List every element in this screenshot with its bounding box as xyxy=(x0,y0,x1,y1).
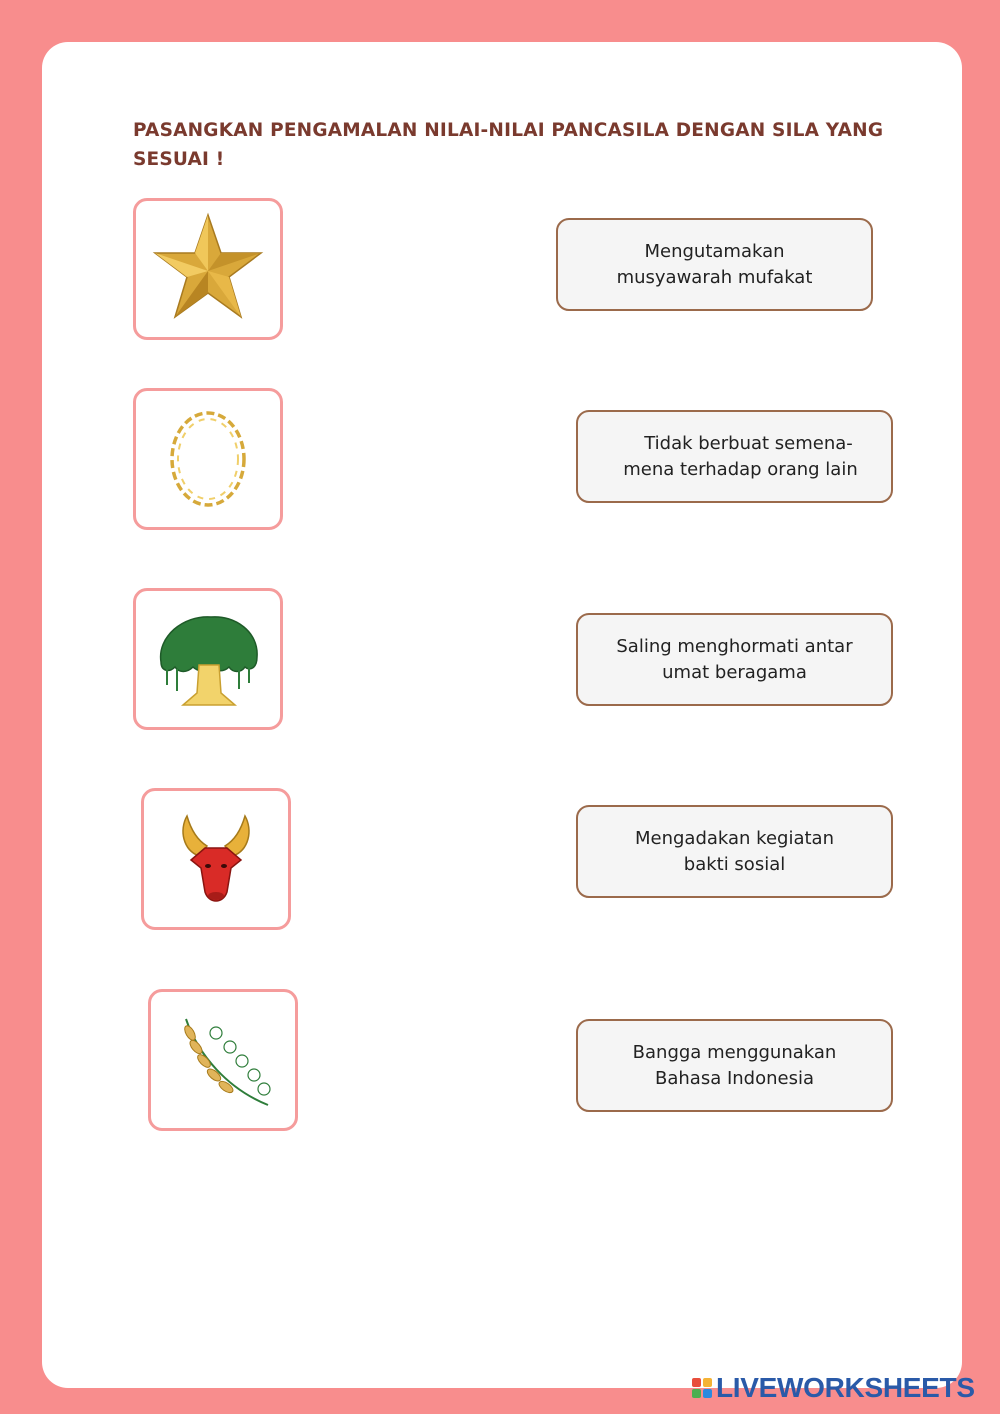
answer-box-musyawarah[interactable] xyxy=(556,218,873,311)
instruction-title-line2: SESUAI ! xyxy=(133,149,225,170)
symbol-card-star[interactable] xyxy=(133,198,283,340)
answer-line: Tidak berbuat semena- xyxy=(644,432,853,454)
answer-line: bakti sosial xyxy=(683,853,786,875)
answer-line: musyawarah mufakat xyxy=(616,266,813,288)
answer-line: Saling menghormati antar xyxy=(616,635,853,657)
answer-line: Bangga menggunakan xyxy=(632,1041,837,1063)
liveworksheets-logo xyxy=(692,1373,975,1403)
symbol-card-rice-cotton[interactable] xyxy=(148,989,298,1131)
chain-icon xyxy=(158,404,258,514)
answer-line: Mengutamakan xyxy=(644,240,785,262)
liveworksheets-mark-icon xyxy=(692,1378,712,1398)
answer-box-beragama[interactable] xyxy=(576,613,893,706)
answer-line: Mengadakan kegiatan xyxy=(634,827,834,849)
star-icon xyxy=(148,209,268,329)
answer-line: mena terhadap orang lain xyxy=(623,458,858,480)
symbol-card-banyan-tree[interactable] xyxy=(133,588,283,730)
answer-box-bakti-sosial[interactable] xyxy=(576,805,893,898)
symbol-card-chain[interactable] xyxy=(133,388,283,530)
answer-line: Bahasa Indonesia xyxy=(655,1067,814,1089)
answer-box-semena-mena[interactable] xyxy=(576,410,893,503)
rice-cotton-icon xyxy=(168,1005,278,1115)
instruction-title-line1: PASANGKAN PENGAMALAN NILAI-NILAI PANCASILA DENGAN SILA YANG xyxy=(133,120,884,141)
answer-box-bahasa-indonesia[interactable] xyxy=(576,1019,893,1112)
brand-text: LIVEWORKSHEETS xyxy=(716,1372,975,1403)
banyan-tree-icon xyxy=(153,607,263,712)
instruction-title xyxy=(133,116,893,174)
bull-head-icon xyxy=(161,804,271,914)
symbol-card-bull-head[interactable] xyxy=(141,788,291,930)
answer-line: umat beragama xyxy=(662,661,807,683)
